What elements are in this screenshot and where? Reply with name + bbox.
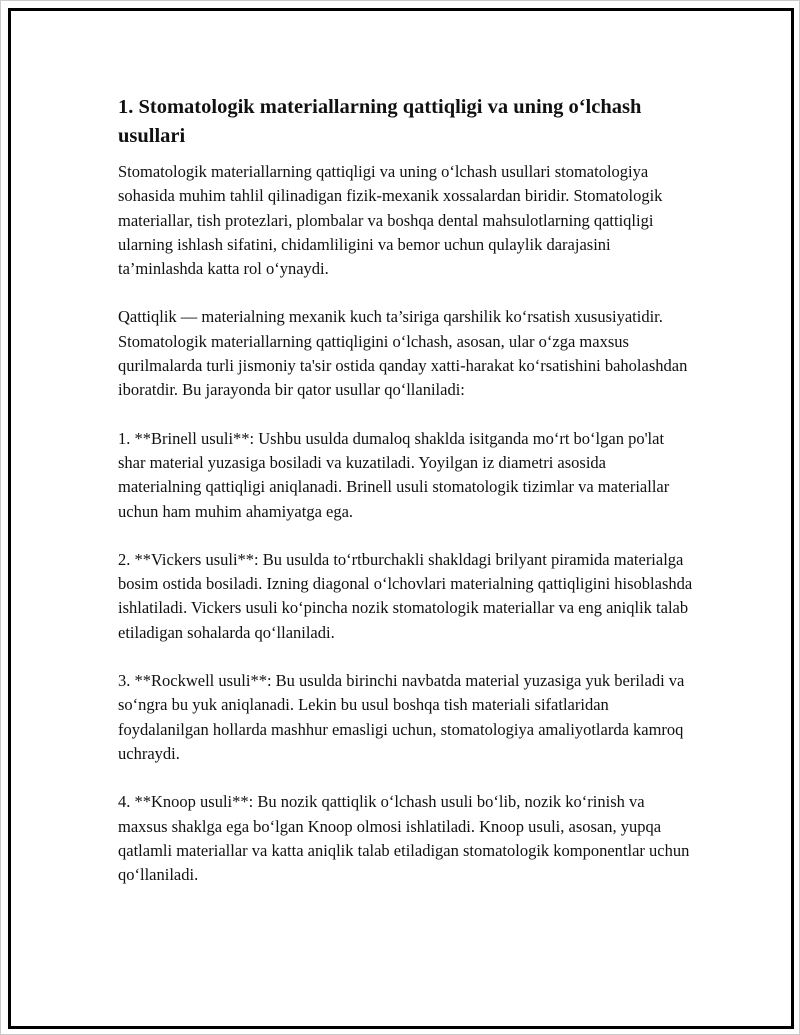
paragraph-rockwell: 3. **Rockwell usuli**: Bu usulda birinchi navbatda material yuzasiga yuk beriladi va so‘ngra bu yuk aniqlanadi. Lekin bu usul boshqa tish materiali sifatlaridan foydalanilgan hollarda mashhur emasligi uchun, stomatologiya amaliyotlarda kamroq uchraydi. [118, 671, 685, 763]
paragraph-vickers: 2. **Vickers usuli**: Bu usulda to‘rtburchakli shakldagi brilyant piramida materialga bosim ostida bosiladi. Izning diagonal o‘lchovlari materialning qattiqligini hisoblashda ishlatiladi. Vickers usuli ko‘pincha nozik stomatologik materiallar va eng aniqlik talab etiladigan sohalarda qo‘llaniladi. [118, 549, 693, 642]
page-title: 1. Stomatologik materiallarning qattiqligi va uning o‘lchash usullari [118, 96, 642, 147]
paragraph-definition: Qattiqlik — materialning mexanik kuch ta’siriga qarshilik ko‘rsatish xususiyatidir. Stomatologik materiallarning qattiqligini o‘lchash, asosan, ular o‘zga maxsus qurilmalarda turli jismoniy ta'sir ostida qanday xatti-harakat ko‘rsatishini baholashdan iboratdir. Bu jarayonda bir qator usullar qo‘llaniladi: [118, 307, 688, 400]
document-body [118, 93, 693, 887]
paragraph-knoop: 4. **Knoop usuli**: Bu nozik qattiqlik o‘lchash usuli bo‘lib, nozik ko‘rinish va maxsus shaklga ega bo‘lgan Knoop olmosi ishlatiladi. Knoop usuli, asosan, yupqa qatlamli materiallar va katta aniqlik talab etiladigan stomatologik komponentlar uchun qo‘llaniladi. [118, 792, 690, 885]
paragraph-brinell: 1. **Brinell usuli**: Ushbu usulda dumaloq shaklda isitganda mo‘rt bo‘lgan po'lat shar material yuzasiga bosiladi va kuzatiladi. Yoyilgan iz diametri asosida materialning qattiqligi aniqlanadi. Brinell usuli stomatologik tizimlar va materiallar uchun ham muhim ahamiyatga ega. [118, 428, 670, 521]
paragraph-intro: Stomatologik materiallarning qattiqligi va uning o‘lchash usullari stomatologiya sohasida muhim tahlil qilinadigan fizik-mexanik xossalardan biridir. Stomatologik materiallar, tish protezlari, plombalar va boshqa dental mahsulotlarning qattiqligi ularning ishlash sifatini, chidamliligini va bemor uchun qulaylik darajasini ta’minlashda katta rol o‘ynaydi. [118, 162, 663, 279]
